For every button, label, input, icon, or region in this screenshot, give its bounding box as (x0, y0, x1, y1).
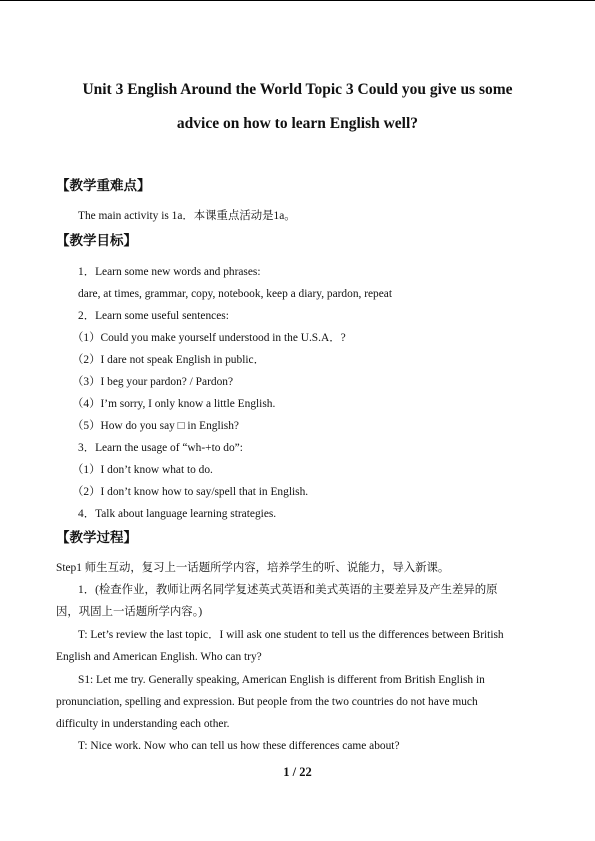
objective-line: （2）I dare not speak English in public． (72, 354, 265, 366)
process-line: T: Let’s review the last topic．I will ask one student to tell us the differences between British (78, 629, 504, 641)
process-line: T: Nice work. Now who can tell us how these differences came about? (78, 740, 400, 752)
objective-line: 1．Learn some new words and phrases: (78, 266, 261, 278)
process-line: English and American English. Who can try? (56, 651, 262, 663)
objective-line: （1）Could you make yourself understood in the U.S.A．? (72, 332, 346, 344)
process-line: 1．(检查作业，教师让两名同学复述英式英语和美式英语的主要差异及产生差异的原 (78, 584, 498, 596)
top-border-line (0, 0, 595, 1)
heading-objectives: 【教学目标】 (56, 233, 137, 249)
process-line: Step1 师生互动，复习上一话题所学内容，培养学生的听、说能力，导入新课。 (56, 562, 450, 574)
document-title-line-1: Unit 3 English Around the World Topic 3 Could you give us some (82, 81, 513, 98)
document-title-line-2: advice on how to learn English well? (176, 115, 419, 132)
key-points-text: The main activity is 1a．本课重点活动是1a。 (78, 210, 296, 222)
heading-key-points: 【教学重难点】 (56, 178, 151, 194)
objective-line: dare, at times, grammar, copy, notebook, keep a diary, pardon, repeat (78, 288, 393, 300)
objective-line: （1）I don’t know what to do. (72, 464, 213, 476)
heading-process: 【教学过程】 (56, 530, 137, 546)
objective-line: 4．Talk about language learning strategies. (78, 508, 277, 520)
process-line: pronunciation, spelling and expression. But people from the two countries do not have much (56, 696, 478, 708)
objective-line: 3．Learn the usage of “wh-+to do”: (78, 442, 243, 454)
objective-line: （5）How do you say □ in English? (72, 420, 239, 432)
process-line: S1: Let me try. Generally speaking, American English is different from British English in (78, 674, 485, 686)
page-number: 1 / 22 (283, 765, 312, 779)
process-line: 因，巩固上一话题所学内容。) (56, 606, 203, 618)
objective-line: （4）I’m sorry, I only know a little English. (72, 398, 276, 410)
objective-line: （3）I beg your pardon? / Pardon? (72, 376, 234, 388)
process-line: difficulty in understanding each other. (56, 718, 230, 730)
objective-line: （2）I don’t know how to say/spell that in English. (72, 486, 309, 498)
objective-line: 2．Learn some useful sentences: (78, 310, 229, 322)
